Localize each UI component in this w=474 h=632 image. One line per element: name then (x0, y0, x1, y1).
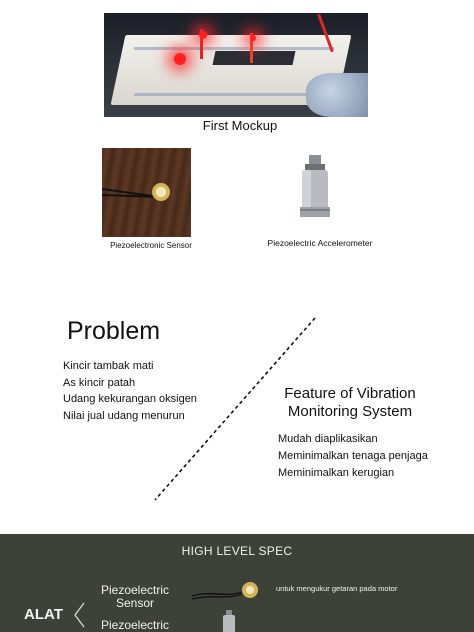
list-item: Mudah diaplikasikan (278, 433, 378, 445)
first-mockup-caption: First Mockup (202, 118, 278, 133)
spec-item-description: untuk mengukur getaran pada motor (276, 584, 398, 593)
list-item: Udang kekurangan oksigen (63, 393, 197, 405)
feature-list (278, 431, 428, 482)
high-level-spec-section (0, 534, 474, 632)
accelerometer-caption: Piezoelectric Accelerometer (267, 238, 373, 248)
list-item: Meminimalkan kerugian (278, 467, 395, 479)
list-item: Kincir tambak mati (63, 360, 154, 372)
alat-label: ALAT (24, 606, 63, 623)
problem-title: Problem (67, 317, 161, 345)
piezo-sensor-caption: Piezoelectronic Sensor (110, 241, 192, 250)
first-mockup-photo (104, 13, 368, 117)
piezo-sensor-photo (102, 148, 191, 237)
list-item: Nilai jual udang menurun (63, 409, 185, 422)
list-item: As kincir patah (63, 376, 136, 389)
feature-title: Feature of Vibration Monitoring System (284, 385, 416, 420)
list-item: Meminimalkan tenaga penjaga (278, 450, 428, 462)
accelerometer-image (219, 610, 239, 632)
piezo-sensor-image (190, 580, 262, 602)
spec-item-name: Piezoelectric (100, 618, 170, 632)
spec-title: HIGH LEVEL SPEC (181, 544, 293, 558)
angle-bracket-icon (72, 602, 86, 628)
accelerometer-image (296, 155, 334, 219)
spec-item-name: Piezoelectric Sensor (100, 583, 170, 610)
